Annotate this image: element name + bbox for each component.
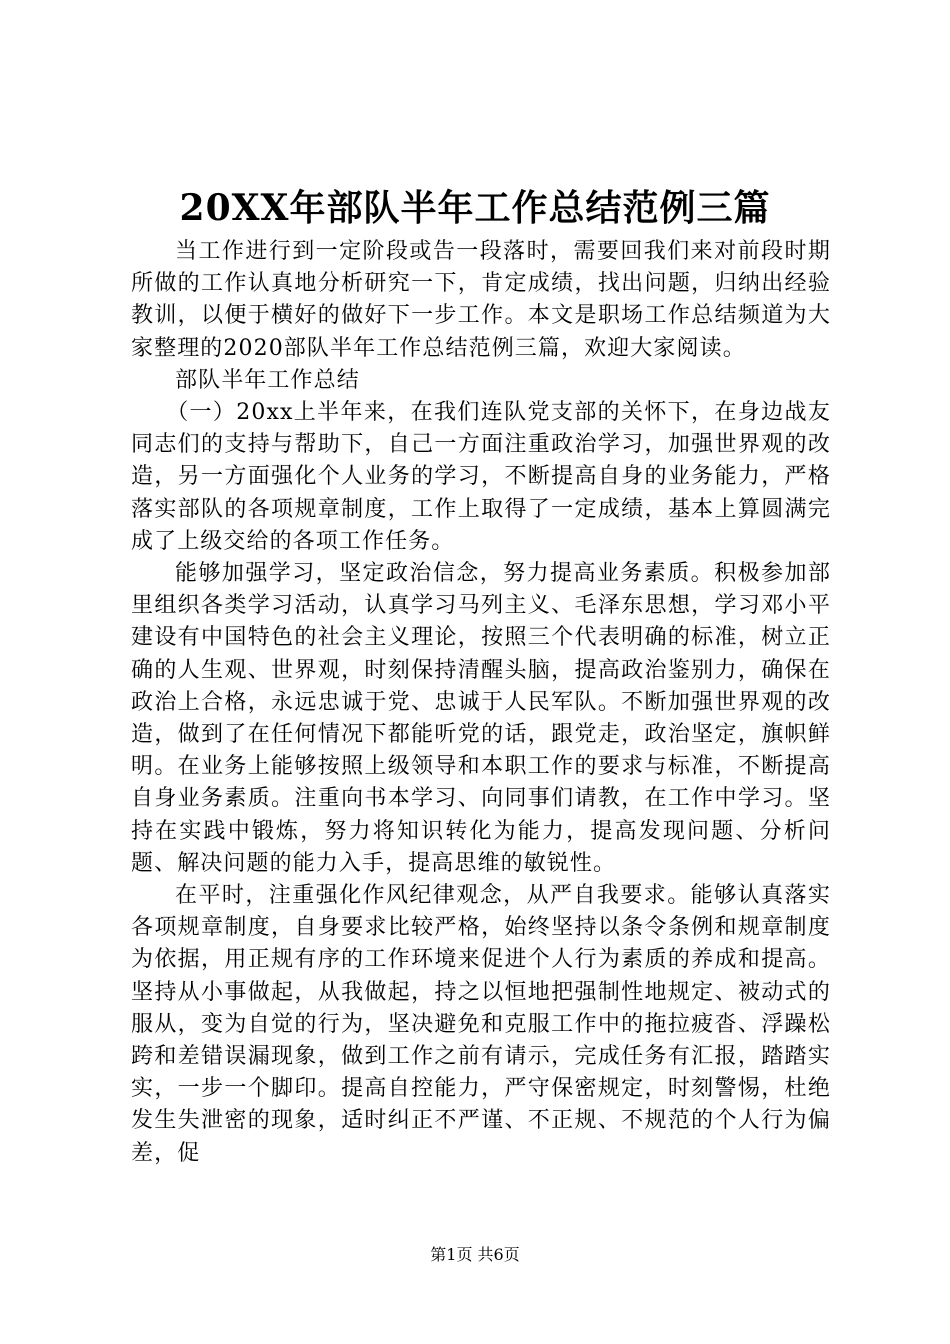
intro-paragraph: 当工作进行到一定阶段或告一段落时，需要回我们来对前段时期所做的工作认真地分析研究一下，肯定成绩，找出问题，归纳出经验教训，以便于横好的做好下一步工作。本文是职场工作总结频道为大家整理的2020部队半年工作总结范例三篇，欢迎大家阅读。 [131, 239, 831, 361]
body-paragraph-2: 能够加强学习，坚定政治信念，努力提高业务素质。积极参加部里组织各类学习活动，认真学习马列主义、毛泽东思想，学习邓小平建设有中国特色的社会主义理论，按照三个代表明确的标准，树立正确的人生观、世界观，时刻保持清醒头脑，提高政治鉴别力，确保在政治上合格，永远忠诚于党、忠诚于人民军队。不断加强世界观的改造，做到了在任何情况下都能听党的话，跟党走，政治坚定，旗帜鲜明。在业务上能够按照上级领导和本职工作的要求与标准，不断提高自身业务素质。注重向书本学习、向同事们请教，在工作中学习。坚持在实践中锻炼，努力将知识转化为能力，提高发现问题、分析问题、解决问题的能力入手，提高思维的敏锐性。 [131, 561, 831, 876]
body-paragraph-1: （一）20xx上半年来，在我们连队党支部的关怀下，在身边战友同志们的支持与帮助下，自己一方面注重政治学习，加强世界观的改造，另一方面强化个人业务的学习，不断提高自身的业务能力，严格落实部队的各项规章制度，工作上取得了一定成绩，基本上算圆满完成了上级交给的各项工作任务。 [131, 400, 831, 554]
section-heading: 部队半年工作总结 [175, 367, 360, 393]
document-body [131, 236, 831, 1170]
document-title: 20XX年部队半年工作总结范例三篇 [179, 187, 771, 229]
body-paragraph-3: 在平时，注重强化作风纪律观念，从严自我要求。能够认真落实各项规章制度，自身要求比较严格，始终坚持以条令条例和规章制度为依据，用正规有序的工作环境来促进个人行为素质的养成和提高。坚持从小事做起，从我做起，持之以恒地把强制性地规定、被动式的服从，变为自觉的行为，坚决避免和克服工作中的拖拉疲沓、浮躁松跨和差错误漏现象，做到工作之前有请示，完成任务有汇报，踏踏实实，一步一个脚印。提高自控能力，严守保密规定，时刻警惕，杜绝发生失泄密的现象，适时纠正不严谨、不正规、不规范的个人行为偏差，促 [131, 883, 831, 1166]
page-footer: 第1页 共6页 [430, 1245, 520, 1264]
